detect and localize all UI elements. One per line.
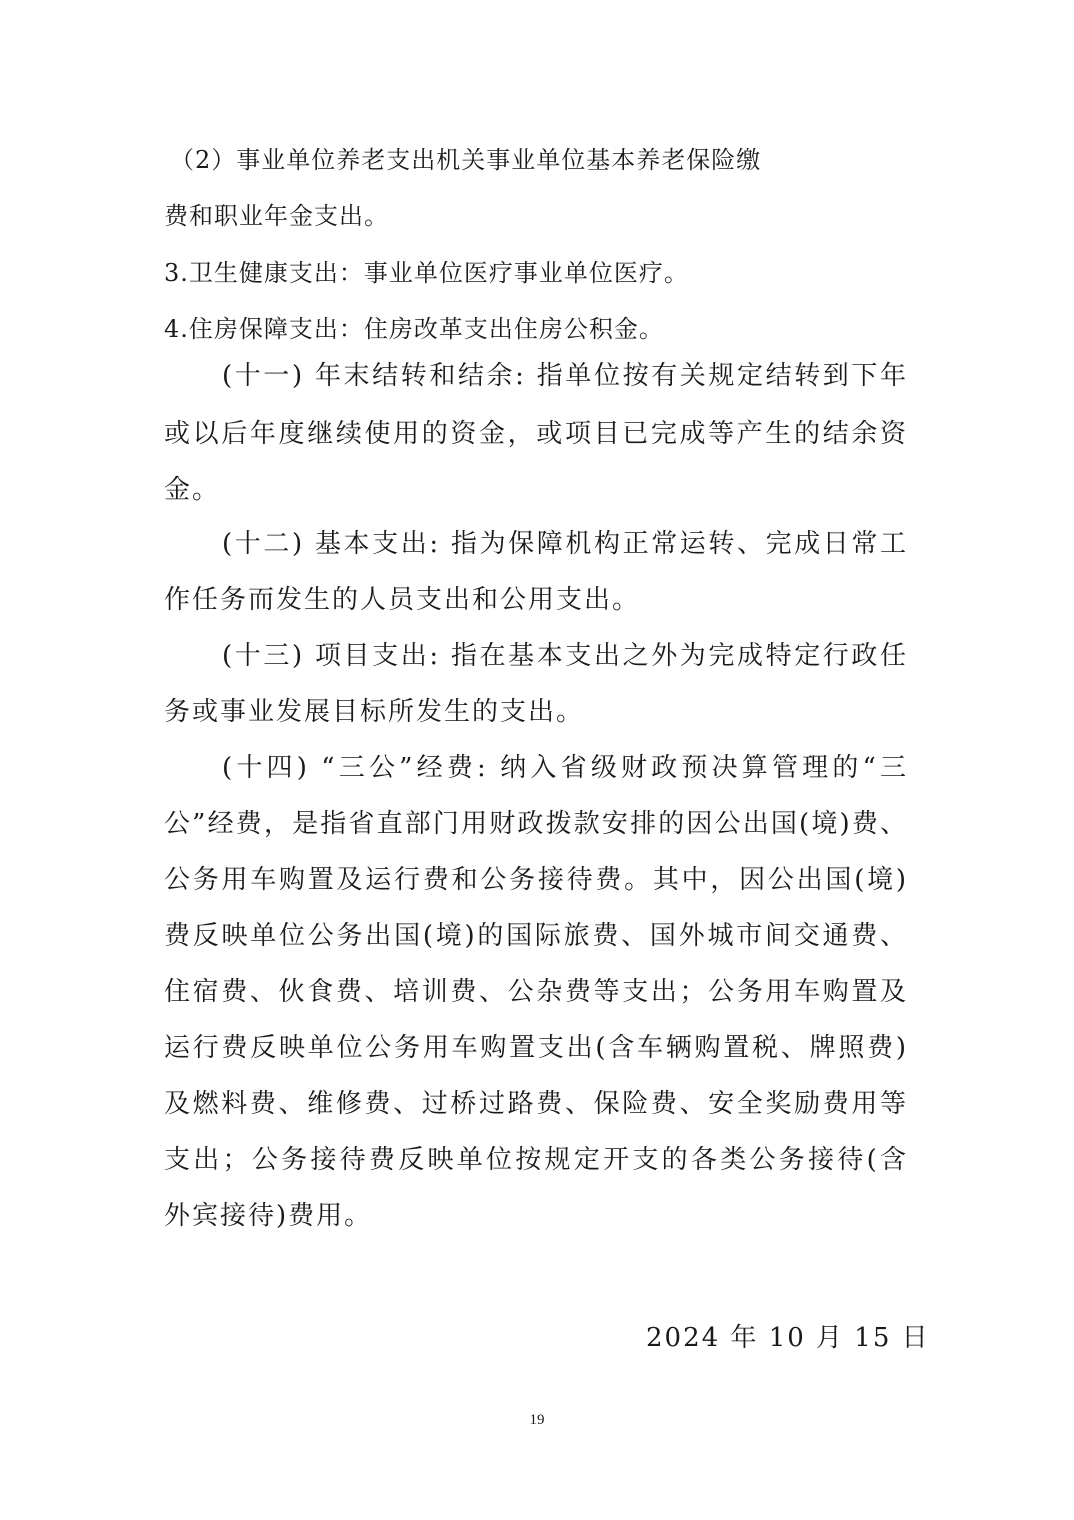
text-line: 金。 xyxy=(164,475,221,505)
text-line: 4.住房保障支出：住房改革支出住房公积金。 xyxy=(164,315,664,343)
text-line: 3.卫生健康支出：事业单位医疗事业单位医疗。 xyxy=(164,259,689,287)
text-line: (十二) 基本支出: 指为保障机构正常运转、完成日常工 xyxy=(222,529,908,559)
text-line: （2）事业单位养老支出机关事业单位基本养老保险缴 xyxy=(170,146,762,174)
text-line: (十一) 年末结转和结余: 指单位按有关规定结转到下年 xyxy=(222,361,908,391)
text-line: 外宾接待)费用。 xyxy=(164,1201,373,1231)
text-line: 作任务而发生的人员支出和公用支出。 xyxy=(164,585,641,615)
document-date: 2024 年 10 月 15 日 xyxy=(646,1323,930,1353)
text-line: 及燃料费、维修费、过桥过路费、保险费、安全奖励费用等 xyxy=(164,1089,908,1119)
text-line: 费和职业年金支出。 xyxy=(164,202,389,230)
text-line: 费反映单位公务出国(境)的国际旅费、国外城市间交通费、 xyxy=(164,921,908,951)
text-line: 或以后年度继续使用的资金，或项目已完成等产生的结余资 xyxy=(164,419,908,449)
text-line: 公”经费，是指省直部门用财政拨款安排的因公出国(境)费、 xyxy=(164,809,908,839)
text-line: (十三) 项目支出: 指在基本支出之外为完成特定行政任 xyxy=(222,641,908,671)
text-line: 住宿费、伙食费、培训费、公杂费等支出；公务用车购置及 xyxy=(164,977,908,1007)
text-line: 公务用车购置及运行费和公务接待费。其中，因公出国(境) xyxy=(164,865,908,895)
text-line: 务或事业发展目标所发生的支出。 xyxy=(164,697,585,727)
text-line: (十四) “三公”经费: 纳入省级财政预决算管理的“三 xyxy=(222,753,908,783)
page-number: 19 xyxy=(529,1412,545,1428)
text-line: 支出；公务接待费反映单位按规定开支的各类公务接待(含 xyxy=(164,1145,908,1175)
text-line: 运行费反映单位公务用车购置支出(含车辆购置税、牌照费) xyxy=(164,1033,908,1063)
